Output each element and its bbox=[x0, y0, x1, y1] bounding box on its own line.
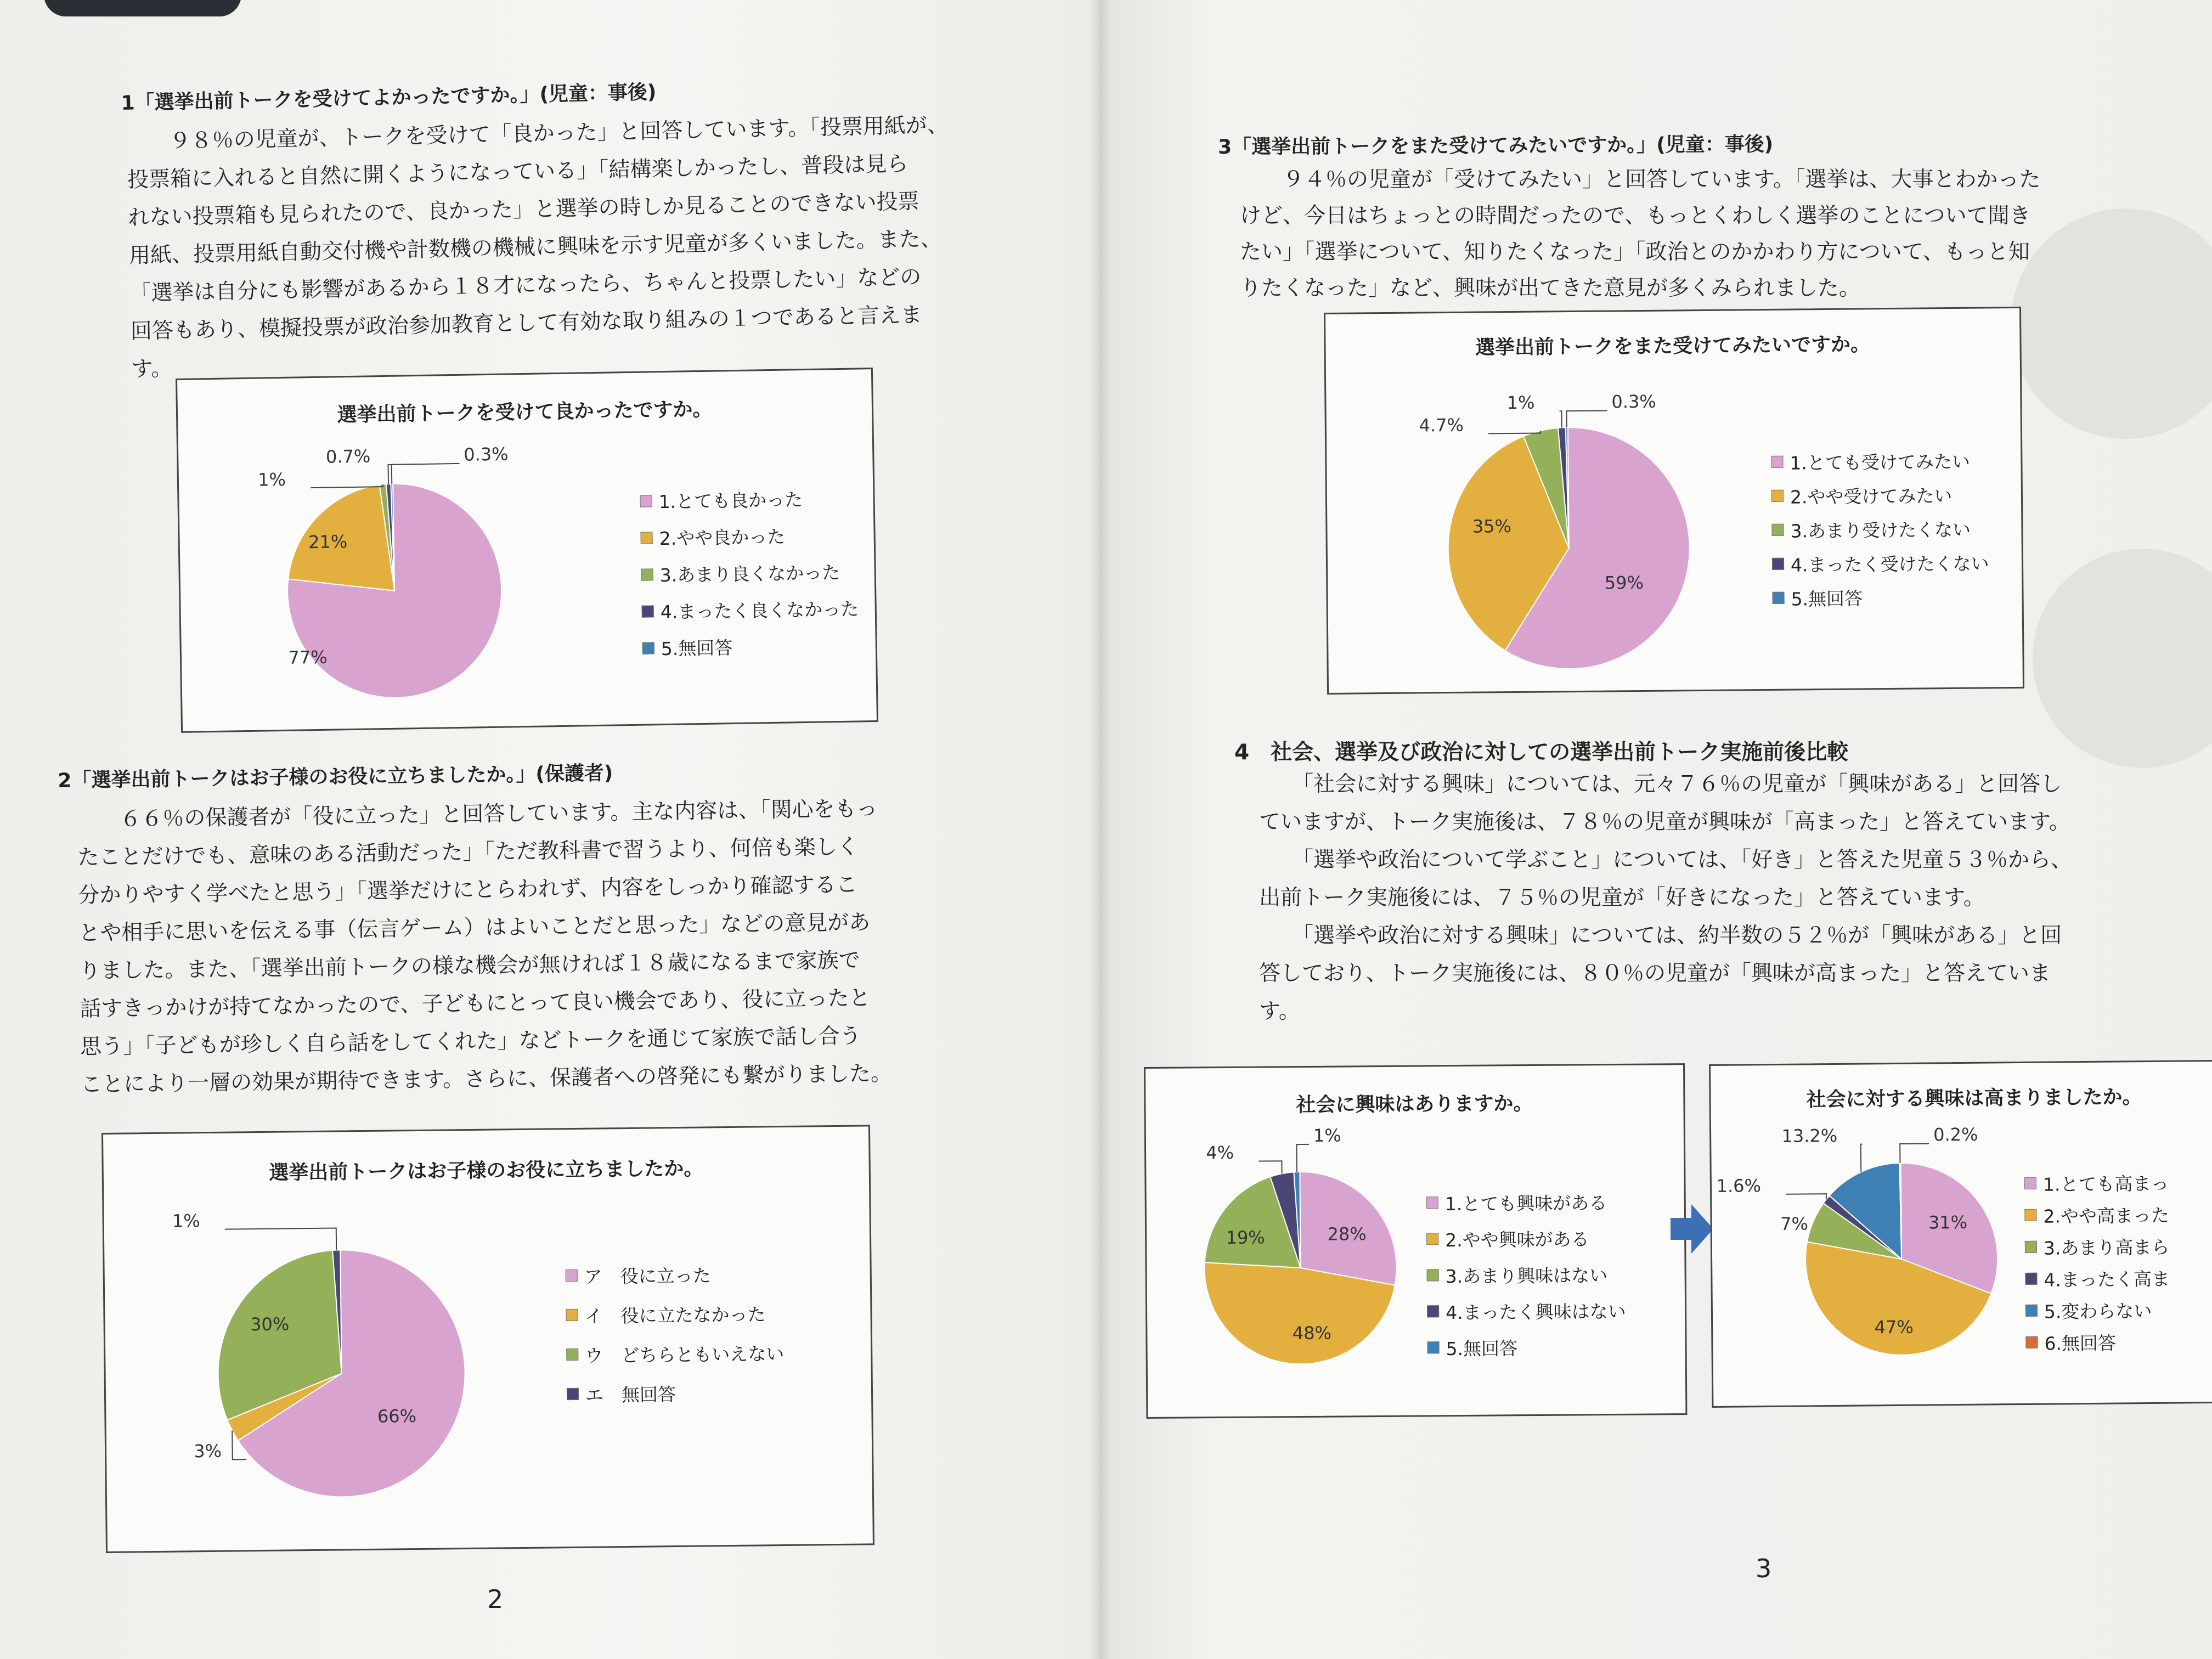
leader-line bbox=[1560, 411, 1562, 427]
leader-line bbox=[392, 464, 460, 484]
legend-label: 5.変わらない bbox=[2044, 1300, 2152, 1323]
legend-item bbox=[1772, 545, 1989, 580]
text-line: 「社会に対する興味」については、元々７６％の児童が「興味がある」と回答し bbox=[1292, 772, 2062, 797]
chart-legend bbox=[1771, 443, 1989, 614]
legend-item bbox=[1772, 579, 1989, 614]
legend-label: 2.やや受けてみたい bbox=[1790, 484, 1953, 508]
section2-body bbox=[77, 789, 892, 1104]
slice-label: 0.2% bbox=[1933, 1124, 1978, 1146]
page-top-shadow bbox=[44, 0, 241, 16]
legend-item bbox=[641, 589, 859, 629]
legend-item bbox=[1427, 1328, 1626, 1366]
legend-label: イ 役に立たなかった bbox=[584, 1303, 766, 1327]
legend-label: 1.とても受けてみたい bbox=[1790, 450, 1971, 474]
chart-again bbox=[1324, 307, 2024, 695]
legend-item bbox=[2024, 1166, 2169, 1199]
section1-body bbox=[126, 106, 953, 388]
legend-item bbox=[2025, 1230, 2170, 1263]
slice-label: 47% bbox=[1874, 1316, 1914, 1338]
chart-title: 選挙出前トークをまた受けてみたいですか。 bbox=[1475, 333, 1871, 359]
legend-label: 5.無回答 bbox=[1446, 1337, 1518, 1359]
chart-title: 選挙出前トークを受けて良かったですか。 bbox=[337, 398, 713, 427]
legend-label: 1.とても良かった bbox=[658, 489, 803, 513]
slice-label: 3% bbox=[194, 1440, 222, 1462]
legend-item bbox=[567, 1372, 785, 1414]
legend-swatch bbox=[641, 568, 653, 580]
text-line: ていますが、トーク実施後は、７８％の児童が興味が「高まった」と答えています。 bbox=[1259, 810, 2070, 834]
chart-interest-raised bbox=[1709, 1060, 2212, 1408]
legend-item bbox=[2025, 1325, 2170, 1358]
legend-label: 5.無回答 bbox=[1791, 587, 1863, 610]
legend-label: ウ どちらともいえない bbox=[585, 1342, 785, 1367]
legend-label: 2.やや高まった bbox=[2043, 1204, 2170, 1227]
legend-label: 3.あまり受けたくない bbox=[1790, 518, 1971, 542]
legend-label: エ 無回答 bbox=[585, 1383, 676, 1406]
chart-legend bbox=[2024, 1166, 2171, 1358]
slice-label: 0.3% bbox=[463, 443, 509, 465]
legend-item bbox=[641, 553, 859, 593]
legend-item bbox=[642, 626, 860, 666]
legend-label: 1.とても高まっ bbox=[2042, 1172, 2169, 1195]
legend-item bbox=[566, 1333, 785, 1374]
legend-label: 1.とても興味がある bbox=[1444, 1192, 1607, 1215]
legend-label: 3.あまり良くなかった bbox=[659, 562, 840, 586]
legend-swatch bbox=[1426, 1197, 1438, 1209]
text-line: 投票箱に入れると自然に開くようになっている」「結構楽しかったし、普段は見ら bbox=[127, 151, 909, 193]
chart-social-interest bbox=[1144, 1063, 1687, 1419]
page-number-right: 3 bbox=[1756, 1554, 1772, 1583]
text-line: れない投票箱も見られたので、良かった」と選挙の時しか見ることのできない投票 bbox=[128, 189, 920, 230]
chart-title: 社会に興味はありますか。 bbox=[1296, 1092, 1533, 1117]
text-line: 用紙、投票用紙自動交付機や計数機の機械に興味を示す児童が多くいました。また、 bbox=[128, 226, 943, 268]
legend-swatch bbox=[1771, 456, 1783, 468]
legend-swatch bbox=[1772, 592, 1784, 604]
legend-swatch bbox=[566, 1309, 578, 1321]
text-line: 分かりやすく学べたと思う」「選挙だけにとらわれず、内容をしっかり確認するこ bbox=[78, 872, 857, 908]
legend-label: ア 役に立った bbox=[584, 1264, 711, 1288]
legend-swatch bbox=[2025, 1305, 2038, 1317]
legend-label: 2.やや興味がある bbox=[1445, 1228, 1589, 1251]
slice-label: 4.7% bbox=[1419, 414, 1464, 436]
legend-swatch bbox=[2025, 1336, 2038, 1348]
slice-label: 77% bbox=[288, 646, 328, 668]
text-line: 話すきっかけが持てなかったので、子どもにとって良い機会であり、役に立ったと bbox=[79, 985, 871, 1022]
chart-legend bbox=[1426, 1183, 1627, 1366]
book-gutter bbox=[1089, 0, 1111, 1659]
bleed-circle-top bbox=[2011, 208, 2212, 439]
text-line: ９８％の児童が、トークを受けて「良かった」と回答しています。「投票用紙が、 bbox=[169, 112, 949, 154]
legend-item bbox=[1426, 1183, 1626, 1221]
section4-heading: 4 社会、選挙及び政治に対しての選挙出前トーク実施前後比較 bbox=[1234, 740, 1849, 765]
text-line: 思う」「子どもが珍しく自ら話をしてくれた」などトークを通じて家族で話し合う bbox=[80, 1024, 861, 1059]
text-line: ９４％の児童が「受けてみたい」と回答しています。「選挙は、大事とわかった bbox=[1283, 167, 2041, 192]
legend-swatch bbox=[1772, 558, 1784, 570]
text-line: 答しており、トーク実施後には、８０％の児童が「興味が高まった」と答えていま bbox=[1259, 961, 2051, 986]
legend-label: 4.まったく良くなかった bbox=[660, 598, 859, 623]
legend-swatch bbox=[1771, 524, 1784, 536]
leader-line bbox=[1786, 1194, 1826, 1200]
legend-label: 3.あまり興味はない bbox=[1445, 1264, 1608, 1287]
legend-item bbox=[640, 516, 858, 556]
text-line: 「選挙や政治に対する興味」については、約半数の５２％が「興味がある」と回 bbox=[1292, 923, 2062, 948]
legend-swatch bbox=[566, 1348, 578, 1361]
legend-swatch bbox=[640, 532, 652, 544]
legend-label: 4.まったく受けたくない bbox=[1790, 552, 1989, 576]
slice-label: 30% bbox=[250, 1313, 290, 1335]
slice-label: 35% bbox=[1472, 516, 1512, 537]
right-page bbox=[1100, 0, 2212, 1659]
leader-line bbox=[225, 1228, 336, 1251]
section4-body bbox=[1259, 765, 2072, 1030]
section3-heading: 3「選挙出前トークをまた受けてみたいですか。」(児童：事後) bbox=[1218, 133, 1774, 159]
slice-label: 7% bbox=[1780, 1213, 1809, 1234]
text-line: す。 bbox=[1259, 999, 1300, 1024]
slice-label: 28% bbox=[1327, 1223, 1367, 1245]
section3-body bbox=[1240, 162, 2040, 307]
legend-swatch bbox=[2024, 1209, 2036, 1221]
legend-swatch bbox=[642, 642, 654, 654]
legend-swatch bbox=[642, 605, 654, 617]
slice-label: 1% bbox=[257, 469, 286, 490]
legend-item bbox=[1426, 1220, 1626, 1257]
slice-label: 48% bbox=[1292, 1322, 1332, 1344]
section1-heading: 1「選挙出前トークを受けてよかったですか。」(児童：事後) bbox=[121, 81, 657, 115]
slice-label: 0.3% bbox=[1611, 391, 1656, 413]
slice-label: 66% bbox=[377, 1406, 417, 1427]
legend-label: 3.あまり高まら bbox=[2043, 1236, 2170, 1259]
legend-swatch bbox=[640, 495, 652, 507]
leader-line bbox=[1861, 1144, 1863, 1172]
leader-line bbox=[1259, 1161, 1282, 1173]
text-line: けど、今日はちょっとの時間だったので、もっとくわしく選挙のことについて聞き bbox=[1240, 204, 2031, 228]
leader-line bbox=[1296, 1144, 1309, 1172]
right-arrow-icon bbox=[1671, 1204, 1714, 1254]
slice-label: 1% bbox=[172, 1210, 200, 1232]
legend-item bbox=[640, 479, 857, 520]
legend-label: 6.無回答 bbox=[2044, 1332, 2117, 1355]
legend-item bbox=[565, 1254, 783, 1295]
legend-item bbox=[1771, 477, 1989, 512]
legend-label: 4.まったく高ま bbox=[2044, 1268, 2170, 1291]
chart-legend bbox=[565, 1254, 785, 1414]
leader-line bbox=[1900, 1144, 1929, 1163]
leader-line bbox=[1566, 410, 1607, 427]
text-line: す。 bbox=[131, 356, 173, 382]
legend-label: 4.まったく興味はない bbox=[1445, 1300, 1626, 1323]
legend-swatch bbox=[567, 1388, 579, 1400]
legend-swatch bbox=[1427, 1269, 1439, 1281]
legend-label: 2.やや良かった bbox=[659, 526, 786, 550]
legend-swatch bbox=[566, 1269, 578, 1282]
text-line: 回答もあり、模擬投票が政治参加教育として有効な取り組みの１つであると言えま bbox=[130, 302, 923, 344]
legend-swatch bbox=[1427, 1305, 1439, 1317]
legend-item bbox=[1426, 1256, 1626, 1294]
chart-legend bbox=[640, 479, 860, 667]
text-line: 「選挙は自分にも影響があるから１８才になったら、ちゃんと投票したい」などの bbox=[129, 264, 922, 306]
text-line: とや相手に思いを伝える事（伝言ゲーム）はよいことだと思った」などの意見があ bbox=[78, 910, 871, 946]
text-line: りたくなった」など、興味が出てきた意見が多くみられました。 bbox=[1240, 276, 1861, 301]
legend-item bbox=[1771, 511, 1989, 546]
text-line: ことにより一層の効果が期待できます。さらに、保護者への啓発にも繋がりました。 bbox=[80, 1061, 893, 1097]
legend-item bbox=[2025, 1262, 2170, 1295]
legend-swatch bbox=[2025, 1273, 2037, 1285]
slice-label: 1% bbox=[1313, 1125, 1341, 1146]
slice-label: 31% bbox=[1928, 1211, 1968, 1233]
slice-label: 21% bbox=[308, 531, 348, 553]
legend-item bbox=[566, 1293, 784, 1335]
slice-label: 13.2% bbox=[1781, 1125, 1838, 1147]
text-line: 出前トーク実施後には、７５％の児童が「好きになった」と答えています。 bbox=[1259, 885, 1985, 910]
legend-label: 5.無回答 bbox=[661, 637, 733, 660]
bleed-circle-middle bbox=[2033, 549, 2212, 768]
slice-label: 0.7% bbox=[325, 445, 371, 467]
text-line: たことだけでも、意味のある活動だった」「ただ教科書で習うより、何倍も楽しく bbox=[77, 834, 859, 870]
slice-label: 1% bbox=[1506, 392, 1535, 414]
slice-label: 59% bbox=[1604, 572, 1644, 594]
legend-item bbox=[2024, 1198, 2169, 1231]
page-number-left: 2 bbox=[487, 1584, 504, 1614]
chart-title: 社会に対する興味は高まりましたか。 bbox=[1806, 1086, 2142, 1111]
chart-usefulness bbox=[101, 1125, 874, 1553]
legend-item bbox=[2025, 1294, 2170, 1327]
slice-label: 4% bbox=[1206, 1142, 1234, 1164]
legend-swatch bbox=[1427, 1341, 1440, 1353]
legend-item bbox=[1771, 443, 1988, 478]
chart-satisfaction bbox=[176, 368, 878, 733]
text-line: りました。また、「選挙出前トークの様な機会が無ければ１８歳になるまで家族で bbox=[79, 948, 861, 984]
legend-swatch bbox=[2025, 1241, 2037, 1253]
leader-line bbox=[1488, 431, 1541, 433]
text-line: ６６％の保護者が「役に立った」と回答しています。主な内容は、「関心をもっ bbox=[120, 796, 878, 832]
slice-label: 19% bbox=[1226, 1227, 1265, 1248]
text-line: たい」「選挙について、知りたくなった」「政治とのかかわり方について、もっと知 bbox=[1240, 240, 2030, 264]
chart-title: 選挙出前トークはお子様のお役に立ちましたか。 bbox=[269, 1157, 704, 1184]
legend-item bbox=[1427, 1292, 1626, 1330]
section2-heading: 2「選挙出前トークはお子様のお役に立ちましたか。」(保護者) bbox=[58, 761, 613, 792]
legend-swatch bbox=[1426, 1233, 1438, 1245]
left-page bbox=[0, 0, 1100, 1659]
slice-label: 1.6% bbox=[1716, 1175, 1762, 1197]
legend-swatch bbox=[2024, 1177, 2036, 1189]
text-line: 「選挙や政治について学ぶこと」については、「好き」と答えた児童５３％から、 bbox=[1292, 848, 2072, 872]
legend-swatch bbox=[1771, 490, 1784, 502]
